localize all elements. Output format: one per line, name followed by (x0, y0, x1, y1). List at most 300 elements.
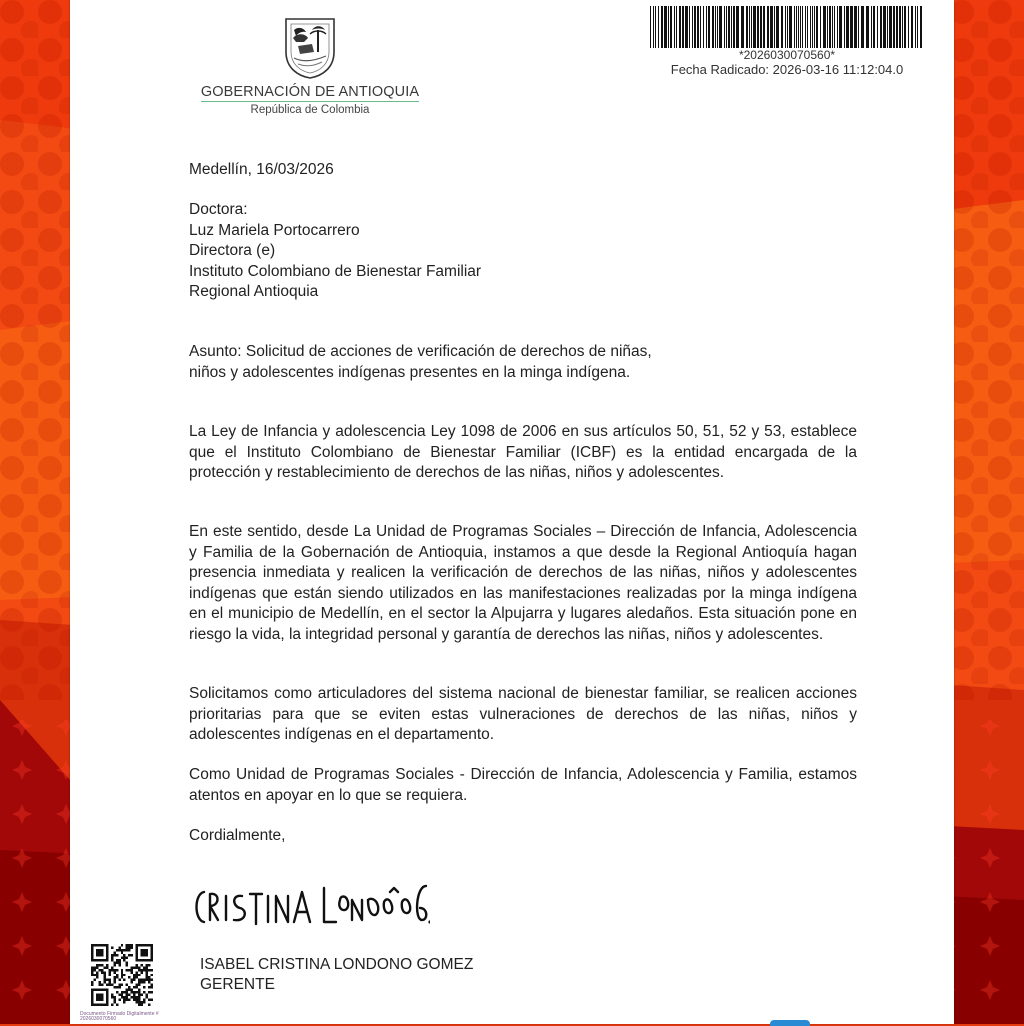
barcode-bar (670, 6, 672, 48)
qr-module (136, 971, 138, 973)
barcode-bar (920, 6, 922, 48)
qr-module (136, 964, 138, 966)
qr-module (131, 969, 133, 971)
barcode-bar (837, 6, 838, 48)
qr-module (126, 969, 128, 971)
qr-module (113, 981, 115, 983)
qr-module (96, 949, 103, 956)
qr-module (106, 964, 108, 966)
qr-module (96, 966, 98, 968)
barcode-bar (854, 6, 857, 48)
barcode-bar (889, 6, 892, 48)
qr-module (103, 979, 105, 981)
qr-module (123, 959, 125, 961)
barcode-bar (787, 6, 788, 48)
qr-module (126, 964, 128, 966)
qr-module (138, 981, 140, 983)
barcode-bar (834, 6, 835, 48)
qr-module (141, 979, 143, 981)
qr-module (123, 996, 125, 998)
qr-module (96, 971, 98, 973)
qr-module (108, 981, 110, 983)
qr-module (146, 979, 148, 981)
barcode-bar (757, 6, 759, 48)
qr-module (116, 969, 118, 971)
qr-module (133, 986, 135, 988)
barcode-bar (823, 6, 826, 48)
qr-module (121, 991, 123, 993)
qr-module (103, 971, 105, 973)
qr-module (151, 979, 153, 981)
qr-module (101, 969, 103, 971)
barcode-bar (827, 6, 828, 48)
body-paragraph: Solicitamos como articuladores del sistema nacional de bienestar familiar, se realicen acciones prioritarias para que se eviten estas vulneraciones de derechos de las niñas, niños y adolescentes indígenas en el departamento. (189, 685, 857, 743)
barcode-bar (802, 6, 803, 48)
qr-module (138, 999, 140, 1001)
qr-module (126, 949, 128, 951)
qr-module (113, 996, 115, 998)
qr-module (123, 954, 125, 956)
qr-module (128, 976, 130, 978)
qr-module (136, 1001, 138, 1003)
qr-module (108, 984, 110, 986)
signer-block (200, 955, 473, 995)
qr-module (138, 969, 140, 971)
qr-module (98, 984, 100, 986)
qr-module (113, 1001, 115, 1003)
barcode-bar (846, 6, 849, 48)
qr-module (141, 994, 143, 996)
qr-module (146, 971, 148, 973)
qr-module (136, 966, 138, 968)
qr-module (128, 999, 130, 1001)
barcode-bar (908, 6, 909, 48)
qr-module (128, 946, 130, 948)
qr-module (103, 981, 105, 983)
qr-module (111, 994, 113, 996)
barcode-bar (770, 6, 773, 48)
qr-module (128, 944, 130, 946)
barcode-bar (814, 6, 815, 48)
barcode-bar (685, 6, 688, 48)
barcode-bar (741, 6, 744, 48)
qr-module (126, 996, 128, 998)
qr-module (91, 974, 93, 976)
qr-module (133, 996, 135, 998)
qr-module (131, 981, 133, 983)
barcode-bar (706, 6, 707, 48)
qr-module (138, 1004, 140, 1006)
barcode-bar (712, 6, 714, 48)
qr-module (111, 984, 113, 986)
barcode-bar (776, 6, 779, 48)
barcode-bar (650, 6, 651, 48)
qr-module (136, 991, 138, 993)
qr-module (126, 991, 128, 993)
recipient-salutation: Doctora: (189, 201, 248, 218)
qr-module (126, 984, 128, 986)
qr-module (126, 946, 128, 948)
qr-module (128, 989, 130, 991)
qr-module (126, 956, 128, 958)
barcode-bar (796, 6, 797, 48)
barcode-bar (794, 6, 795, 48)
barcode-icon (650, 6, 924, 48)
barcode-bar (899, 6, 901, 48)
qr-module (131, 944, 133, 946)
qr-module (98, 981, 100, 983)
qr-module (91, 969, 93, 971)
qr-module (96, 976, 98, 978)
qr-module (148, 991, 150, 993)
qr-module (146, 976, 148, 978)
qr-module (151, 974, 153, 976)
barcode-bar (736, 6, 739, 48)
qr-module (113, 979, 115, 981)
barcode-bar (753, 6, 756, 48)
qr-module (151, 969, 153, 971)
qr-module (133, 976, 135, 978)
recipient-name: Luz Mariela Portocarrero (189, 221, 360, 239)
barcode-bar (896, 6, 898, 48)
qr-module (113, 961, 115, 963)
qr-module (121, 996, 123, 998)
barcode-bar (731, 6, 732, 48)
qr-module (118, 949, 120, 951)
qr-module (128, 954, 130, 956)
qr-module (141, 964, 143, 966)
barcode-bar (679, 6, 681, 48)
qr-code-icon[interactable] (91, 944, 153, 1006)
qr-module (111, 1004, 113, 1006)
qr-module (128, 986, 130, 988)
qr-module (111, 959, 113, 961)
qr-module (143, 966, 145, 968)
qr-module (118, 999, 120, 1001)
barcode-bar (915, 6, 916, 48)
qr-module (118, 946, 120, 948)
qr-module (111, 956, 113, 958)
qr-module (96, 994, 103, 1001)
qr-module (131, 991, 133, 993)
barcode-bar (911, 6, 913, 48)
barcode-bar (861, 6, 864, 48)
barcode-bar (904, 6, 906, 48)
barcode-bar (887, 6, 888, 48)
qr-module (151, 991, 153, 993)
qr-module (136, 984, 138, 986)
qr-module (131, 979, 133, 981)
qr-module (146, 964, 148, 966)
qr-module (113, 969, 115, 971)
qr-module (131, 996, 133, 998)
barcode-bar (839, 6, 842, 48)
qr-module (93, 974, 95, 976)
qr-module (108, 974, 110, 976)
barcode-bar (697, 6, 699, 48)
qr-module (143, 981, 145, 983)
qr-module (121, 994, 123, 996)
qr-module (126, 999, 128, 1001)
qr-module (136, 996, 138, 998)
qr-module (113, 986, 115, 988)
qr-module (121, 971, 123, 973)
recipient-regional: Regional Antioquia (189, 283, 319, 300)
qr-module (111, 996, 113, 998)
barcode-bar (883, 6, 886, 48)
qr-module (123, 949, 125, 951)
qr-module (116, 954, 118, 956)
barcode-bar (798, 6, 799, 48)
qr-module (121, 976, 123, 978)
filing-barcode-block (647, 6, 927, 77)
qr-module (113, 976, 115, 978)
qr-module (146, 994, 148, 996)
qr-module (108, 979, 110, 981)
coat-of-arms-shield-icon (282, 16, 338, 80)
barcode-bar (902, 6, 903, 48)
qr-module (91, 984, 93, 986)
scroll-indicator (770, 1020, 810, 1026)
barcode-bar (760, 6, 762, 48)
qr-module (138, 996, 140, 998)
barcode-bar (810, 6, 811, 48)
qr-module (118, 994, 120, 996)
qr-module (103, 974, 105, 976)
qr-module (123, 1001, 125, 1003)
qr-module (101, 984, 103, 986)
barcode-bar (844, 6, 845, 48)
barcode-bar (832, 6, 833, 48)
qr-module (138, 989, 140, 991)
qr-module (93, 969, 95, 971)
qr-module (138, 991, 140, 993)
barcode-bar (700, 6, 701, 48)
qr-module (116, 949, 118, 951)
qr-module (113, 964, 115, 966)
barcode-bar (871, 6, 872, 48)
qr-module (126, 944, 128, 946)
barcode-bar (717, 6, 718, 48)
qr-module (118, 986, 120, 988)
qr-module (143, 969, 145, 971)
barcode-bar (880, 6, 882, 48)
barcode-bar (816, 6, 818, 48)
signer-title: GERENTE (200, 976, 275, 993)
qr-module (136, 999, 138, 1001)
qr-module (101, 971, 103, 973)
qr-module (126, 989, 128, 991)
barcode-bar (726, 6, 727, 48)
qr-module (148, 969, 150, 971)
body-paragraph: En este sentido, desde La Unidad de Programas Sociales – Dirección de Infancia, Adolescencia y Familia de la Gobernación de Antioquia, instamos a que desde la Regional Antioquía hagan presencia inmediata y realicen la verificación de derechos de las niñas, niños y adolescentes indígenas que están siendo utilizados en las manifestaciones realizadas por la minga indígena en el municipio de Medellín, en el sector la Alpujarra y lugares aledaños. Esta situación pone en riesgo la vida, la integridad personal y garantía de derechos las niñas, niños y adolescentes. (189, 523, 857, 643)
barcode-bar (746, 6, 748, 48)
qr-module (148, 979, 150, 981)
qr-module (133, 974, 135, 976)
barcode-bar (820, 6, 821, 48)
barcode-bar (689, 6, 690, 48)
qr-module (113, 951, 115, 953)
qr-module (96, 964, 98, 966)
qr-module (93, 966, 95, 968)
qr-module (123, 956, 125, 958)
barcode-bar (715, 6, 716, 48)
qr-module (113, 971, 115, 973)
barcode-bar (694, 6, 696, 48)
qr-module (111, 946, 113, 948)
qr-module (151, 984, 153, 986)
barcode-bar (674, 6, 675, 48)
barcode-bar (763, 6, 765, 48)
qr-module (121, 984, 123, 986)
qr-module (133, 994, 135, 996)
handwritten-signature (190, 872, 430, 942)
qr-module (116, 961, 118, 963)
qr-module (121, 956, 123, 958)
qr-module (123, 979, 125, 981)
barcode-bar (850, 6, 853, 48)
qr-module (118, 979, 120, 981)
qr-module (103, 976, 105, 978)
barcode-bar (653, 6, 654, 48)
qr-module (136, 986, 138, 988)
qr-module (133, 991, 135, 993)
barcode-bar (785, 6, 786, 48)
qr-module (96, 974, 98, 976)
qr-module (118, 964, 120, 966)
qr-module (131, 971, 133, 973)
qr-module (118, 959, 120, 961)
barcode-bar (692, 6, 693, 48)
qr-module (106, 984, 108, 986)
qr-module (121, 969, 123, 971)
qr-module (91, 981, 93, 983)
barcode-bar (655, 6, 656, 48)
qr-module (148, 999, 150, 1001)
barcode-bar (724, 6, 725, 48)
qr-module (148, 986, 150, 988)
qr-module (116, 959, 118, 961)
signer-name: ISABEL CRISTINA LONDONO GOMEZ (200, 956, 474, 973)
body-paragraph: Como Unidad de Programas Sociales - Dirección de Infancia, Adolescencia y Familia, estamos atentos en apoyar en lo que se requiera. (189, 766, 857, 804)
barcode-bar (873, 6, 875, 48)
qr-module (103, 966, 105, 968)
qr-module (143, 979, 145, 981)
digital-signature-label: Documento Firmado Digitalmente # 2026030070560 (80, 1011, 159, 1022)
qr-module (151, 986, 153, 988)
qr-module (116, 974, 118, 976)
qr-module (148, 1004, 150, 1006)
barcode-bar (800, 6, 801, 48)
qr-module (98, 964, 100, 966)
qr-module (128, 969, 130, 971)
qr-module (116, 986, 118, 988)
letter-page (70, 0, 954, 1024)
qr-module (138, 984, 140, 986)
qr-module (108, 969, 110, 971)
country-name: República de Colombia (250, 104, 370, 116)
barcode-bar (805, 6, 806, 48)
barcode-bar (668, 6, 669, 48)
qr-module (121, 944, 123, 946)
qr-module (121, 974, 123, 976)
qr-module (111, 954, 113, 956)
barcode-bar (781, 6, 783, 48)
filing-date: Fecha Radicado: 2026-03-16 11:12:04.0 (670, 62, 904, 77)
barcode-bar (917, 6, 918, 48)
qr-module (148, 981, 150, 983)
qr-module (126, 994, 128, 996)
qr-module (133, 966, 135, 968)
qr-module (123, 999, 125, 1001)
qr-module (146, 974, 148, 976)
barcode-bar (664, 6, 667, 48)
barcode-bar (812, 6, 813, 48)
barcode-bar (866, 6, 869, 48)
qr-module (138, 1001, 140, 1003)
qr-module (136, 976, 138, 978)
qr-module (131, 989, 133, 991)
qr-module (143, 1001, 145, 1003)
qr-module (123, 974, 125, 976)
barcode-bar (751, 6, 752, 48)
barcode-bar (774, 6, 775, 48)
qr-module (116, 991, 118, 993)
qr-module (118, 984, 120, 986)
qr-module (133, 979, 135, 981)
qr-module (138, 966, 140, 968)
qr-module (121, 951, 123, 953)
qr-module (133, 999, 135, 1001)
barcode-bar (829, 6, 831, 48)
barcode-bar (682, 6, 684, 48)
barcode-bar (719, 6, 722, 48)
organization-name: GOBERNACIÓN DE ANTIOQUIA (200, 84, 420, 100)
qr-module (131, 966, 133, 968)
qr-module (148, 964, 150, 966)
qr-module (111, 969, 113, 971)
qr-module (146, 969, 148, 971)
qr-module (141, 981, 143, 983)
qr-module (123, 991, 125, 993)
recipient-institution: Instituto Colombiano de Bienestar Familiar (189, 262, 482, 280)
barcode-bar (708, 6, 710, 48)
qr-module (143, 991, 145, 993)
barcode-bar (703, 6, 704, 48)
qr-module (143, 986, 145, 988)
qr-module (141, 969, 143, 971)
barcode-bar (658, 6, 659, 48)
qr-module (113, 954, 115, 956)
recipient-position: Directora (e) (189, 242, 276, 259)
government-logo (190, 16, 430, 116)
qr-module (136, 974, 138, 976)
qr-module (118, 961, 120, 963)
barcode-bar (767, 6, 769, 48)
qr-module (128, 994, 130, 996)
qr-module (131, 954, 133, 956)
recipient-block (189, 200, 481, 303)
qr-module (151, 999, 153, 1001)
qr-module (143, 999, 145, 1001)
qr-module (98, 969, 100, 971)
barcode-bar (858, 6, 859, 48)
barcode-bar (733, 6, 735, 48)
barcode-bar (749, 6, 750, 48)
barcode-bar (893, 6, 895, 48)
barcode-bar (661, 6, 663, 48)
qr-module (141, 1001, 143, 1003)
